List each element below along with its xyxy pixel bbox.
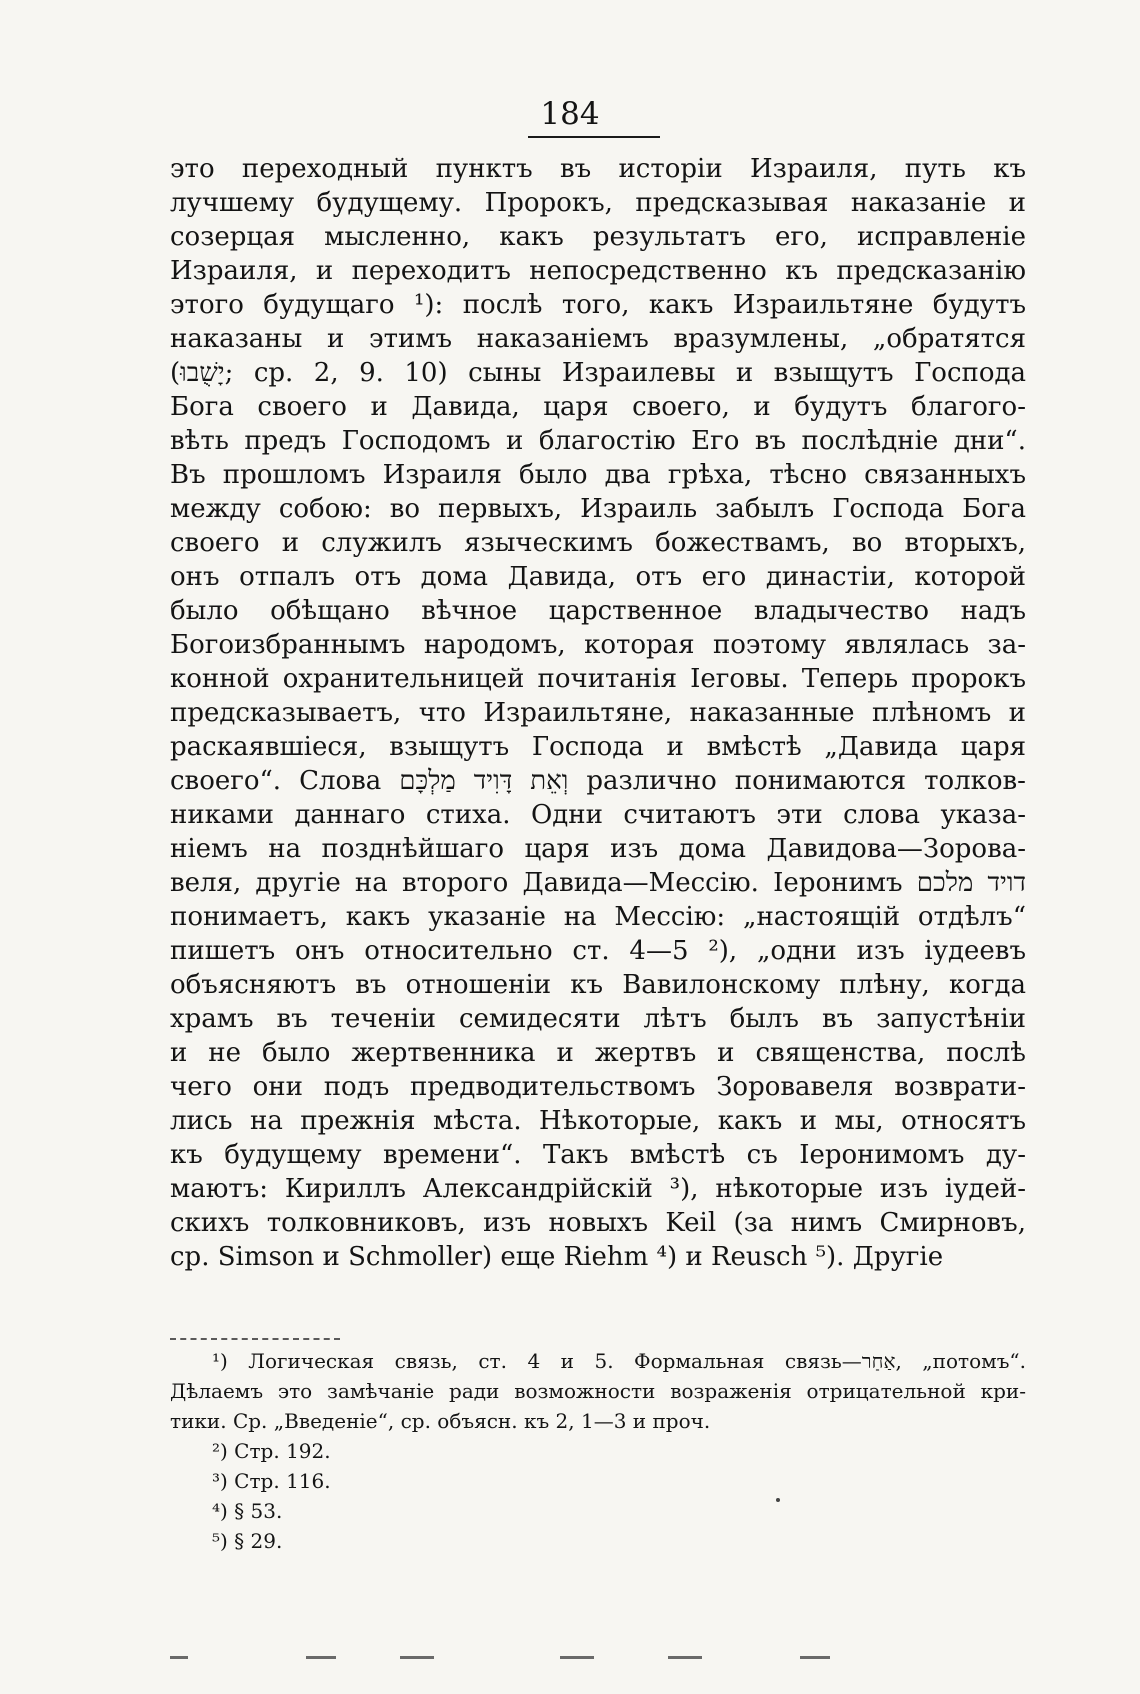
body-line: созерцая мысленно, какъ результатъ его, исправленіе [170, 222, 1026, 252]
bottom-scan-marks [0, 1652, 1140, 1662]
body-line: къ будущему времени“. Такъ вмѣстѣ съ Іеронимомъ ду- [170, 1140, 1026, 1170]
footnote-line: ³) Стр. 116. [212, 1469, 331, 1493]
body-line: своего и служилъ языческимъ божествамъ, во вторыхъ, [170, 528, 1026, 558]
body-line: вѣть предъ Господомъ и благостію Его въ послѣдніе дни“. [170, 426, 1026, 456]
body-line: Богоизбраннымъ народомъ, которая поэтому являлась за- [170, 630, 1026, 660]
body-line: никами даннаго стиха. Одни считаютъ эти слова указа- [170, 800, 1026, 830]
body-line: скихъ толковниковъ, изъ новыхъ Keil (за нимъ Смирновъ, [170, 1208, 1026, 1238]
body-line: веля, другіе на второго Давида—Мессію. Іеронимъ דויד מלכם [170, 868, 1026, 898]
body-line: между собою: во первыхъ, Израиль забылъ Господа Бога [170, 494, 1026, 524]
ink-speck [776, 1498, 780, 1502]
body-line: наказаны и этимъ наказаніемъ вразумлены, „обратятся [170, 324, 1026, 354]
body-line: (יָשֻׁבוּ; ср. 2, 9. 10) сыны Израилевы и взыщутъ Господа [170, 358, 1026, 388]
body-line: своего“. Слова וְאֵת דָּוִיד מַלְכָּם различно понимаются толков- [170, 766, 1026, 796]
footnote-line: ⁵) § 29. [212, 1529, 283, 1553]
scan-mark [668, 1656, 702, 1659]
scan-mark [800, 1656, 830, 1659]
scan-mark [400, 1656, 434, 1659]
body-line: этого будущаго ¹): послѣ того, какъ Израильтяне будутъ [170, 290, 1026, 320]
scan-mark [306, 1656, 336, 1659]
footnote-line: ²) Стр. 192. [212, 1439, 331, 1463]
body-line: предсказываетъ, что Израильтяне, наказанные плѣномъ и [170, 698, 1026, 728]
body-line: и не было жертвенника и жертвъ и священства, послѣ [170, 1038, 1026, 1068]
body-line: ср. Simson и Schmoller) еще Riehm ⁴) и Reusch ⁵). Другіе [170, 1242, 944, 1272]
body-line: понимаетъ, какъ указаніе на Мессію: „настоящій отдѣлъ“ [170, 902, 1026, 932]
body-line: раскаявшіеся, взыщутъ Господа и вмѣстѣ „Давида царя [170, 732, 1026, 762]
body-line: лись на прежнія мѣста. Нѣкоторые, какъ и мы, относятъ [170, 1106, 1026, 1136]
scan-mark [560, 1656, 594, 1659]
footnote-separator [170, 1338, 340, 1340]
body-line: пишетъ онъ относительно ст. 4—5 ²), „одни изъ іудеевъ [170, 936, 1026, 966]
body-line: объясняютъ въ отношеніи къ Вавилонскому плѣну, когда [170, 970, 1026, 1000]
body-line: чего они подъ предводительствомъ Зоровавеля возврати- [170, 1072, 1026, 1102]
body-line: храмъ въ теченіи семидесяти лѣтъ былъ въ запустѣніи [170, 1004, 1026, 1034]
footnote-line: тики. Ср. „Введеніе“, ср. объясн. къ 2, 1—3 и проч. [170, 1409, 711, 1433]
body-line: ніемъ на позднѣйшаго царя изъ дома Давидова—Зорова- [170, 834, 1026, 864]
page-number: 184 [540, 96, 600, 132]
body-line: конной охранительницей почитанія Іеговы. Теперь пророкъ [170, 664, 1026, 694]
footnote-line: ⁴) § 53. [212, 1499, 283, 1523]
scan-mark [170, 1656, 188, 1659]
body-line: Бога своего и Давида, царя своего, и будутъ благого- [170, 392, 1026, 422]
footnote-line: ¹) Логическая связь, ст. 4 и 5. Формальная связь—אַחַר, „потомъ“. [212, 1349, 1026, 1373]
body-line: онъ отпалъ отъ дома Давида, отъ его династіи, которой [170, 562, 1026, 592]
body-line: было обѣщано вѣчное царственное владычество надъ [170, 596, 1026, 626]
body-line: Въ прошломъ Израиля было два грѣха, тѣсно связанныхъ [170, 460, 1026, 490]
body-line: маютъ: Кириллъ Александрійскій ³), нѣкоторые изъ іудей- [170, 1174, 1026, 1204]
footnote-line: Дѣлаемъ это замѣчаніе ради возможности возраженія отрицательной кри- [170, 1379, 1026, 1403]
page-number-rule [528, 136, 660, 138]
body-line: это переходный пунктъ въ исторіи Израиля, путь къ [170, 154, 1026, 184]
body-line: лучшему будущему. Пророкъ, предсказывая наказаніе и [170, 188, 1026, 218]
body-line: Израиля, и переходитъ непосредственно къ предсказанію [170, 256, 1026, 286]
